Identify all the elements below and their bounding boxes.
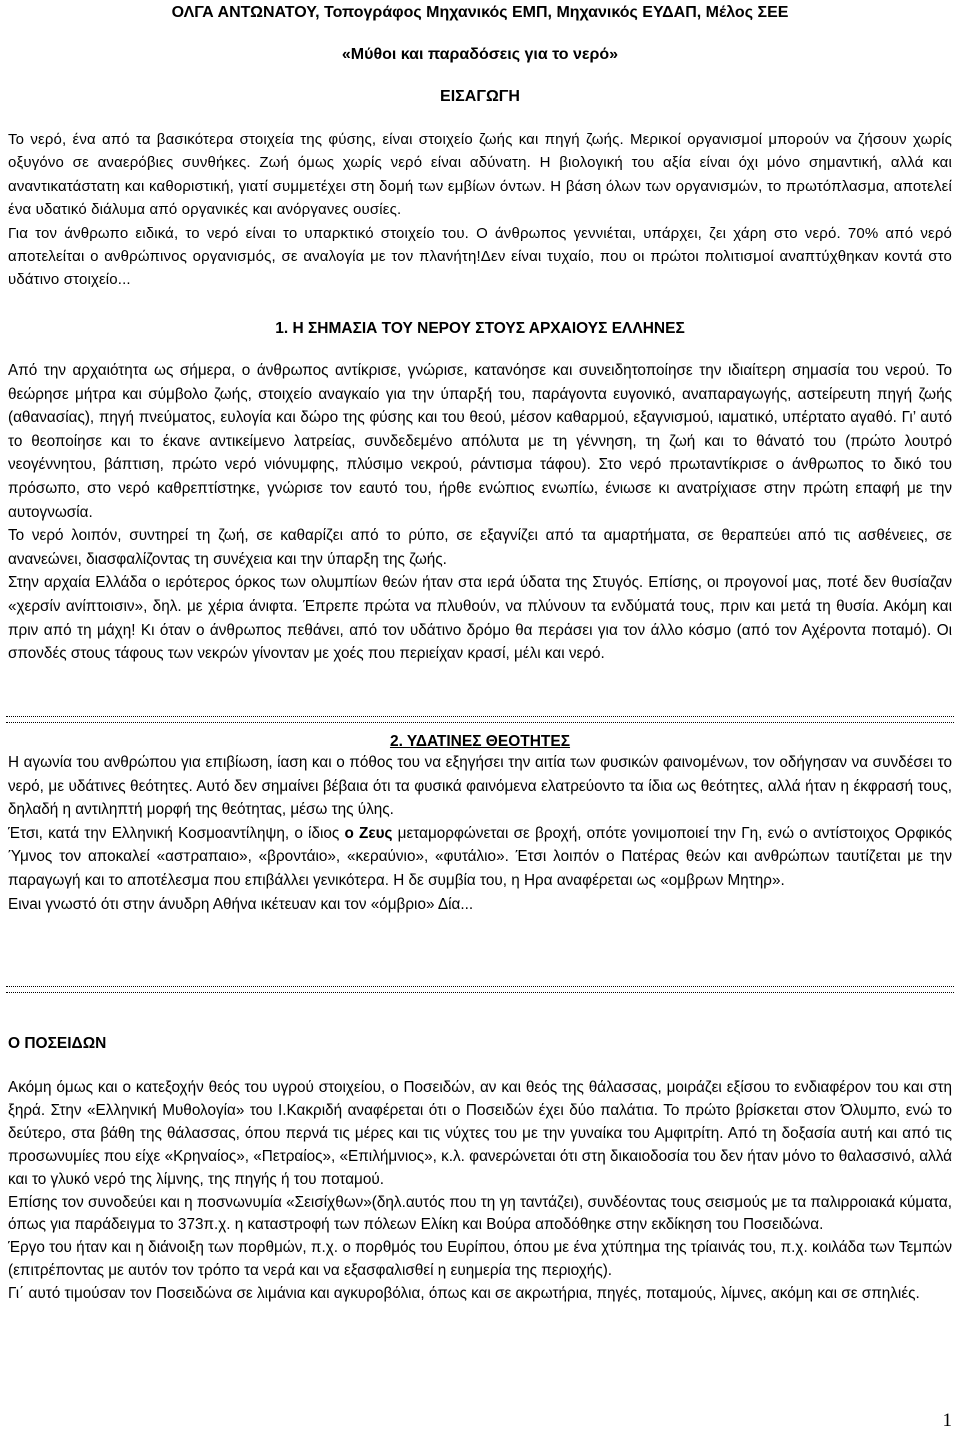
section-2-paragraph-2-start: Έτσι, κατά την Ελληνική Κοσμοαντίληψη, ο ίδιος	[8, 824, 345, 842]
dotted-divider	[6, 986, 954, 993]
poseidon-paragraph-2: Επίσης τον συνοδεύει και η ποσνωνυμία «Σεισίχθων»(δηλ.αυτός που τη γη ταντάζει), συνδέοντας τους σεισμούς με τα παλιρροιακά κύματα, όπως για παράδειγμα το 373π.χ. η καταστροφή των πόλεων Ελίκη και Βούρα αποδόθηκε στην εκδίκηση του Ποσειδώνα.	[8, 1193, 952, 1234]
section-2-body	[8, 751, 952, 916]
section-2-paragraph-1: Η αγωνία του ανθρώπου για επιβίωση, ίαση και ο πόθος του να εξηγήσει την αιτία των φυσικών φαινομένων, τον οδήγησαν να συνδέσει το νερό, με υδάτινες θεότητες. Αυτό δεν σημαίνει βέβαια ότι τα φυσικά φαινόμενα ελατρεύοντο τα ίδια ως θεότητες, αλλά ήταν η έκφρασή τους, δηλαδή η αντιληπτή μορφή της θεότητας, μέσω της ύλης.	[8, 754, 952, 819]
poseidon-paragraph-4: Γι΄ αυτό τιμούσαν τον Ποσειδώνα σε λιμάνια και αγκυροβόλια, όπως και σε ακρωτήρια, πηγές, ποταμούς, λίμνες, ακόμη και σε σπηλιές.	[8, 1285, 920, 1303]
poseidon-heading: Ο ΠΟΣΕΙΔΩΝ	[8, 1035, 107, 1052]
section-1-paragraph-1: Από την αρχαιότητα ως σήμερα, ο άνθρωπος αντίκρισε, γνώρισε, κατανόησε και συνειδητοποίησε την ιδιαίτερη σημασία του νερού. Το θεώρησε μήτρα και σύμβολο ζωής, στοιχείο αναγκαίο για την ύπαρξή του, παράγοντα ευγονικό, αναπαραγωγής, αστείρευτη πηγή ζωής (αθανασίας), πηγή πνεύματος, ευλογία και δώρο της φύσης και του θεού, μέσον καθαρμού, εξαγνισμού, ιαματικό, υπέρτατο αγαθό. Γι’ αυτό το θεοποίησε και το έκανε αντικείμενο λατρείας, συνδεδεμένο απόλυτα με τη γέννηση, τη ζωή και το θάνατό του (πρώτο λουτρό νεογέννητου, βάπτιση, πρώτο νερό νιόνυμφης, πλύσιμο νεκρού, ράντισμα τάφου). Στο νερό πρωταντίκρισε ο άνθρωπος το δικό του πρόσωπο, στο νερό καθρεπτίστηκε, γνώρισε τον εαυτό του, ήρθε ενώπιος ενωπίω, ένιωσε κι ανατρίχιασε στην πρώτη επαφή με την αυτογνωσία.	[8, 362, 952, 521]
poseidon-paragraph-3: Έργο του ήταν και η διάνοιξη των πορθμών, π.χ. ο πορθμός του Ευρίπου, όπου με ένα χτύπημα της τρίαινάς του, π.χ. κοιλάδα των Τεμπών (επιτρέποντας με αυτόν τον τρόπο τα νερά και να εξασφαλισθεί η ευημερία της περιοχής).	[8, 1239, 952, 1280]
section-1-body	[8, 359, 952, 666]
section-2-paragraph-2-end: μεταμορφώνεται σε βροχή, οπότε γονιμοποιεί την Γη, ενώ ο αντίστοιχος Ορφικός Ύμνος τον αποκαλεί «ασтραπαιο», «βροντάιο», «κεραύνιο», «φυτάλιο». Έτσι λοιπόν ο Πατέρας θεών και ανθρώπων ταυτίζεται με την παραγωγή και το αποτέλεσμα που επιβάλλει γενικότερα. Η δε συμβία του, η Ηρα αναφέρεται ως «ομβρων Μητηρ».	[8, 824, 952, 889]
intro-section	[8, 128, 952, 292]
dotted-divider	[6, 716, 954, 723]
zeus-bold-text: ο Ζευς	[344, 824, 393, 842]
poseidon-body	[8, 1077, 952, 1306]
section-2-paragraph-2	[8, 822, 952, 893]
section-1-paragraph-2: Το νερό λοιπόν, συντηρεί τη ζωή, σε καθαρίζει από το ρύπο, σε εξαγνίζει από τα αμαρτήματα, σε θεραπεύει από τις ασθένειες, σε ανανεώνει, διασφαλίζοντας τη συνέχεια και την ύπαρξη της ζωής.	[8, 527, 952, 568]
intro-paragraph-2: Για τον άνθρωπο ειδικά, το νερό είναι το υπαρκτικό στοιχείο του. Ο άνθρωπος γεννιέται, υπάρχει, ζει χάρη στο νερό. 70% από νερό αποτελείται ο ανθρώπινος οργανισμός, σε αναλογία με τον πλανήτη!Δεν είναι τυχαίο, που οι πρώτοι πολιτισμοί αναπτύχθηκαν κοντά στο υδάτινο στοιχείο...	[8, 224, 952, 289]
section-2-heading: 2. ΥΔΑΤΙΝΕΣ ΘΕΟΤΗΤΕΣ	[389, 733, 571, 750]
poseidon-paragraph-1: Ακόμη όμως και ο κατεξοχήν θεός του υγρού στοιχείου, ο Ποσειδών, αν και θεός της θάλασσας, μοιράζει εξίσου το ενδιαφέρον του και στη ξηρά. Στην «Ελληνική Μυθολογία» του Ι.Κακριδή αναφέρεται ότι ο Ποσειδών έχει δύο παλάτια. Το πρώτο βρίσκεται στον Όλυμπο, ενώ το δεύτερο, στα βάθη της θάλασσας, όπου περνά τις μέρες και τις νύχτες του με την γυναίκα του Αμφιτρίτη. Από τη δοξασία αυτή και από τις προσωνυμίες που είχε «Κρηναίος», «Πετραίος», «Επιλήμνιος», κ.λ. φανερώνεται ότι στη δικαιοδοσία του δεν ήταν μόνο το θαλασσινό, αλλά και το γλυκό νερό της λίμνης, της πηγής ή του ποταμού.	[8, 1079, 952, 1188]
section-2-paragraph-3: Εινaι γνωστό ότι στην άνυδρη Αθήνα ικέτευαν και τον «όμβριο» Δία...	[8, 895, 474, 913]
section-1-heading: 1. Η ΣΗΜΑΣΙΑ ΤΟΥ ΝΕΡΟΥ ΣΤΟΥΣ ΑΡΧΑΙΟΥΣ ΕΛΛΗΝΕΣ	[275, 320, 685, 337]
section-1-paragraph-3: Στην αρχαία Ελλάδα ο ιερότερος όρκος των ολυμπίων θεών ήταν στα ιερά ύδατα της Στυγός. Επίσης, οι προγονοί μας, ποτέ δεν θυσίαζαν «χερσίν ανίπτοισιν», δηλ. με χέρια άνιφτα. Έπρεπε πρώτα να πλυθούν, να πλύνουν τα ενδύματά τους, πριν και μετά τη θυσία. Ακόμη και πριν από τη μάχη! Κι όταν ο άνθρωπος πεθάνει, από τον υδάτινο δρόμο θα περάσει για τον άλλο κόσμο (από τον Αχέροντα ποταμό). Οι σπονδές στους τάφους των νεκρών γίνονταν με χοές που περιείχαν κρασί, μέλι και νερό.	[8, 574, 952, 663]
author-line: ΟΛΓΑ ΑΝΤΩΝΑΤΟΥ, Τοπογράφος Μηχανικός ΕΜΠ, Μηχανικός ΕΥΔΑΠ, Μέλος ΣΕΕ	[171, 4, 789, 21]
intro-paragraph-1: Το νερό, ένα από τα βασικότερα στοιχεία της φύσης, είναι στοιχείο ζωής και πηγή ζωής. Μερικοί οργανισμοί μπορούν να ζήσουν χωρίς οξυγόνο σε αναερόβιες συνθήκες. Ζωή όμως χωρίς νερό είναι αδύνατη. Η βιολογική του αξία είναι όχι μόνο σημαντική, αλλά και αναντικατάστατη και καθοριστική, γιατί συμμετέχει στη δομή των εμβίων όντων. Η βάση όλων των οργανισμών, το πρωτόπλασμα, αποτελεί ένα υδατικό διάλυμα από οργανικές και ανόργανες ουσίες.	[8, 131, 952, 219]
intro-heading: ΕΙΣΑΓΩΓΗ	[440, 88, 520, 105]
document-title: «Μύθοι και παραδόσεις για το νερό»	[341, 46, 619, 63]
page-number: 1	[942, 1410, 952, 1431]
